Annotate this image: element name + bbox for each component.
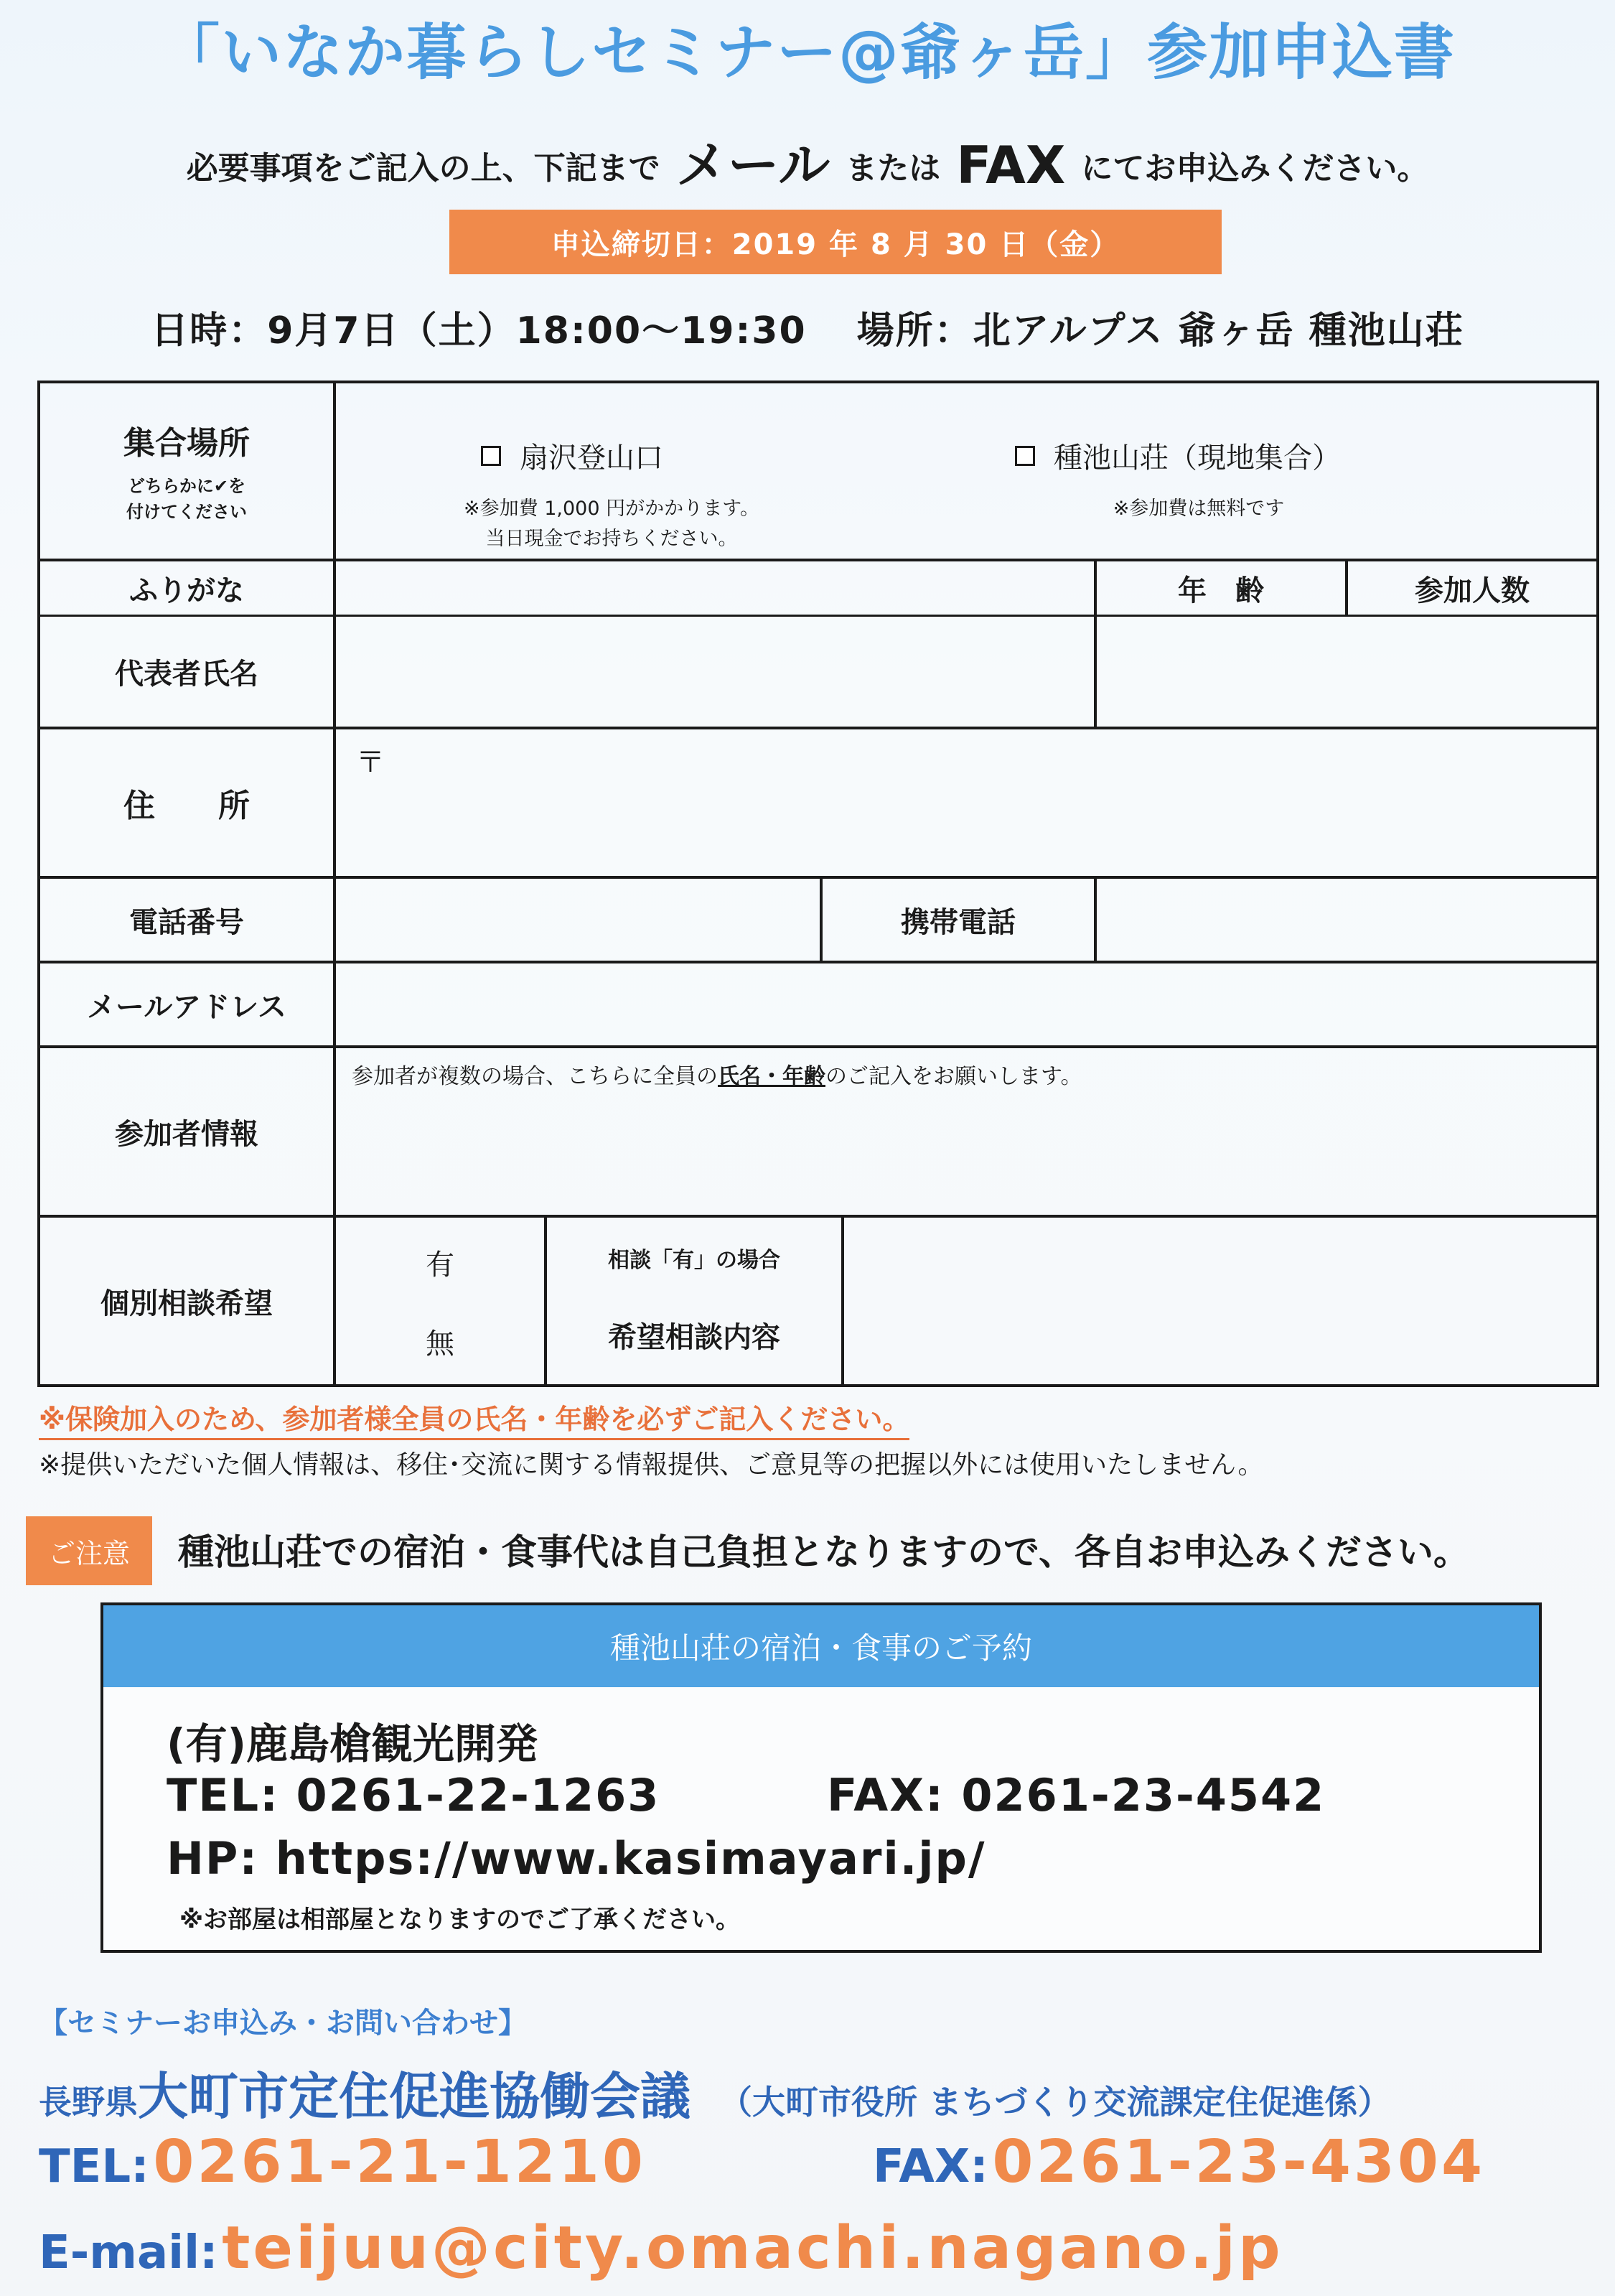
event-datetime: 日時：9月7日（土）18:00～19:30 — [151, 309, 807, 353]
contact-email-label: E-mail: — [39, 2226, 218, 2279]
phone-input[interactable] — [337, 880, 817, 959]
participants-label: 参加者情報 — [115, 1117, 258, 1151]
contact-fax-label: FAX: — [873, 2140, 988, 2193]
contact-fax — [873, 2128, 1485, 2196]
instruction-pre: 必要事項をご記入の上、下記まで — [186, 150, 660, 187]
participants-note-pre: 参加者が複数の場合、こちらに全員の — [352, 1064, 718, 1089]
consultation-label: 個別相談希望 — [100, 1287, 273, 1320]
contact-org-name: 大町市定住促進協働会議 — [138, 2067, 691, 2126]
deadline-banner: 申込締切日：2019 年 8 月 30 日（金） — [449, 210, 1222, 274]
col-divider — [841, 1215, 844, 1387]
representative-name-input[interactable] — [337, 619, 1091, 725]
reservation-fax: FAX: 0261-23-4542 — [827, 1769, 1326, 1821]
instruction-line — [0, 123, 1615, 198]
age-label: 年 齢 — [1178, 574, 1264, 607]
age-count-input[interactable] — [1098, 619, 1593, 725]
meeting-place-hint-1: どちらかに✔を — [127, 476, 246, 496]
contact-department: （大町市役所 まちづくり交流課定住促進係） — [719, 2083, 1391, 2122]
taneike-label: 種池山荘（現地集合） — [1054, 442, 1341, 475]
instruction-fax: FAX — [956, 135, 1066, 195]
contact-heading: 【セミナーお申込み・お問い合わせ】 — [39, 2007, 527, 2040]
address-label: 住 所 — [123, 788, 250, 824]
event-place: 場所：北アルプス 爺ヶ岳 種池山荘 — [856, 309, 1464, 353]
meeting-option-taneike[interactable] — [1015, 435, 1341, 476]
contact-prefecture: 長野県 — [39, 2083, 138, 2122]
form-border-bottom — [37, 1384, 1599, 1387]
furigana-label: ふりがな — [129, 574, 244, 607]
address-input[interactable] — [337, 731, 1593, 874]
meeting-place-label-cell — [40, 383, 333, 559]
meeting-place-label: 集合場所 — [123, 425, 250, 462]
contact-tel — [39, 2128, 646, 2196]
contact-email-value[interactable]: teijuu@city.omachi.nagano.jp — [222, 2214, 1283, 2282]
participants-note-emphasis: 氏名・年齢 — [718, 1064, 825, 1089]
consultation-no-option[interactable]: 無 — [426, 1327, 454, 1361]
taneike-checkbox[interactable] — [1015, 446, 1035, 466]
ogizawa-fee-note-1: ※参加費 1,000 円がかかります。 — [464, 498, 759, 520]
form-border-right — [1596, 381, 1599, 1387]
participants-note — [352, 1058, 1082, 1090]
instruction-post: にてお申込みください。 — [1081, 150, 1429, 187]
mobile-label: 携帯電話 — [901, 905, 1016, 939]
reservation-homepage[interactable]: HP: https://www.kasimayari.jp/ — [167, 1832, 986, 1885]
consultation-case-label: 相談「有」の場合 — [608, 1248, 780, 1273]
reservation-phone-line — [167, 1769, 1326, 1821]
meeting-place-hint-2: 付けてください — [126, 502, 247, 522]
furigana-input[interactable] — [337, 563, 1091, 613]
contact-fax-value: 0261-23-4304 — [992, 2128, 1486, 2196]
participant-count-label: 参加人数 — [1415, 574, 1530, 607]
participants-input[interactable] — [337, 1098, 1593, 1212]
email-input[interactable] — [337, 965, 1593, 1044]
reservation-company: (有)鹿島槍観光開発 — [167, 1719, 538, 1768]
instruction-or: または — [846, 150, 941, 187]
consultation-content-label: 希望相談内容 — [608, 1320, 780, 1354]
mobile-input[interactable] — [1098, 880, 1593, 959]
consultation-yes-option[interactable]: 有 — [426, 1248, 454, 1282]
consultation-content-input[interactable] — [846, 1219, 1593, 1383]
insurance-warning: ※保険加入のため、参加者様全員の氏名・年齢を必ずご記入ください。 — [39, 1397, 909, 1440]
instruction-mail: メール — [675, 135, 830, 195]
representative-name-label: 代表者氏名 — [115, 658, 258, 691]
contact-email — [39, 2214, 1283, 2282]
ogizawa-label: 扇沢登山口 — [520, 442, 663, 475]
col-divider — [1094, 876, 1097, 962]
email-label: メールアドレス — [87, 990, 286, 1024]
contact-organization — [39, 2056, 1391, 2129]
ogizawa-checkbox[interactable] — [481, 446, 501, 466]
reservation-heading: 種池山荘の宿泊・食事のご予約 — [103, 1605, 1539, 1687]
meeting-option-ogizawa[interactable] — [481, 435, 663, 476]
participants-note-post: のご記入をお願いします。 — [825, 1064, 1082, 1089]
caution-tag: ご注意 — [26, 1516, 152, 1585]
phone-label: 電話番号 — [129, 905, 244, 939]
caution-text: 種池山荘での宿泊・食事代は自己負担となりますので、各自お申込みください。 — [178, 1531, 1469, 1573]
contact-tel-value[interactable]: 0261-21-1210 — [153, 2128, 646, 2196]
privacy-note: ※提供いただいた個人情報は、移住･交流に関する情報提供、ご意見等の把握以外には使用いたしません。 — [39, 1450, 1264, 1480]
contact-tel-label: TEL: — [39, 2140, 149, 2193]
event-info — [0, 300, 1615, 354]
reservation-tel: TEL: 0261-22-1263 — [167, 1769, 660, 1821]
page-title: 「いなか暮らしセミナー@爺ヶ岳」参加申込書 — [159, 17, 1456, 88]
taneike-fee-note: ※参加費は無料です — [1113, 498, 1285, 520]
ogizawa-fee-note — [411, 494, 813, 554]
ogizawa-fee-note-2: 当日現金でお持ちください。 — [485, 528, 738, 550]
room-share-note: ※お部屋は相部屋となりますのでご了承ください。 — [179, 1905, 741, 1934]
postal-mark: 〒 — [356, 746, 385, 779]
